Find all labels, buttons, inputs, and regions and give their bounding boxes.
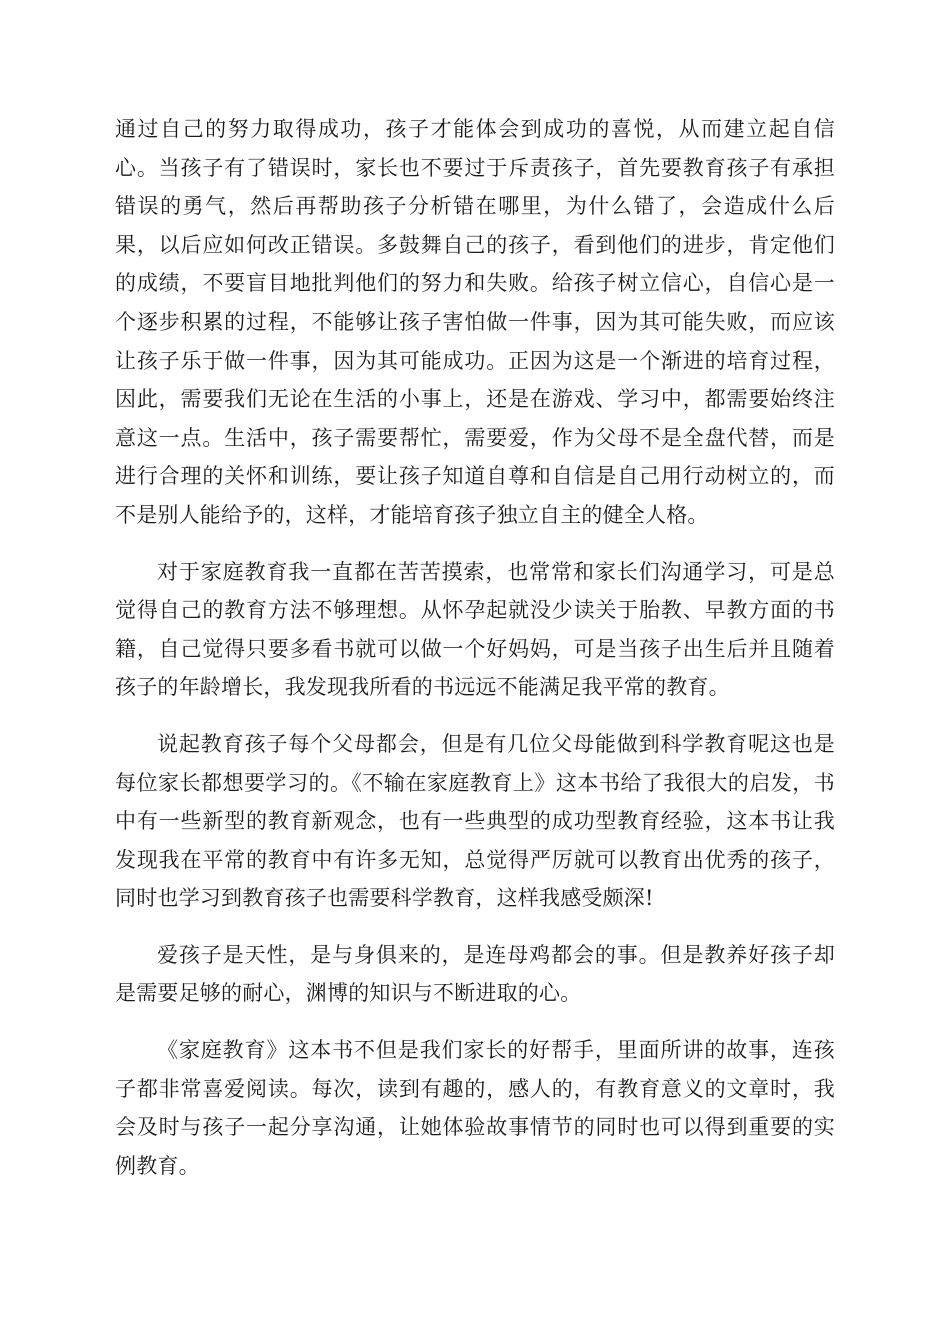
document-body — [115, 110, 835, 1185]
paragraph-3: 说起教育孩子每个父母都会，但是有几位父母能做到科学教育呢这也是每位家长都想要学习的。《不输在家庭教育上》这本书给了我很大的启发，书中有一些新型的教育新观念，也有一些典型的成功型教育经验，这本书让我发现我在平常的教育中有许多无知，总觉得严厉就可以教育出优秀的孩子，同时也学习到教育孩子也需要科学教育，这样我感受颇深! — [115, 731, 835, 911]
paragraph-1: 通过自己的努力取得成功，孩子才能体会到成功的喜悦，从而建立起自信心。当孩子有了错误时，家长也不要过于斥责孩子，首先要教育孩子有承担错误的勇气，然后再帮助孩子分析错在哪里，为什么错了，会造成什么后果，以后应如何改正错误。多鼓舞自己的孩子，看到他们的进步，肯定他们的成绩，不要盲目地批判他们的努力和失败。给孩子树立信心，自信心是一个逐步积累的过程，不能够让孩子害怕做一件事，因为其可能失败，而应该让孩子乐于做一件事，因为其可能成功。正因为这是一个渐进的培育过程，因此，需要我们无论在生活的小事上，还是在游戏、学习中，都需要始终注意这一点。生活中，孩子需要帮忙，需要爱，作为父母不是全盘代替，而是进行合理的关怀和训练，要让孩子知道自尊和自信是自己用行动树立的，而不是别人能给予的，这样，才能培育孩子独立自主的健全人格。 — [115, 117, 835, 527]
paragraph-5: 《家庭教育》这本书不但是我们家长的好帮手，里面所讲的故事，连孩子都非常喜爱阅读。每次，读到有趣的，感人的，有教育意义的文章时，我会及时与孩子一起分享沟通，让她体验故事情节的同时也可以得到重要的实例教育。 — [115, 1038, 835, 1178]
paragraph-2: 对于家庭教育我一直都在苦苦摸索，也常常和家长们沟通学习，可是总觉得自己的教育方法不够理想。从怀孕起就没少读关于胎教、早教方面的书籍，自己觉得只要多看书就可以做一个好妈妈，可是当孩子出生后并且随着孩子的年龄增长，我发现我所看的书远远不能满足我平常的教育。 — [115, 559, 835, 700]
paragraph-4: 爱孩子是天性，是与身俱来的，是连母鸡都会的事。但是教养好孩子却是需要足够的耐心，渊博的知识与不断进取的心。 — [115, 942, 835, 1006]
